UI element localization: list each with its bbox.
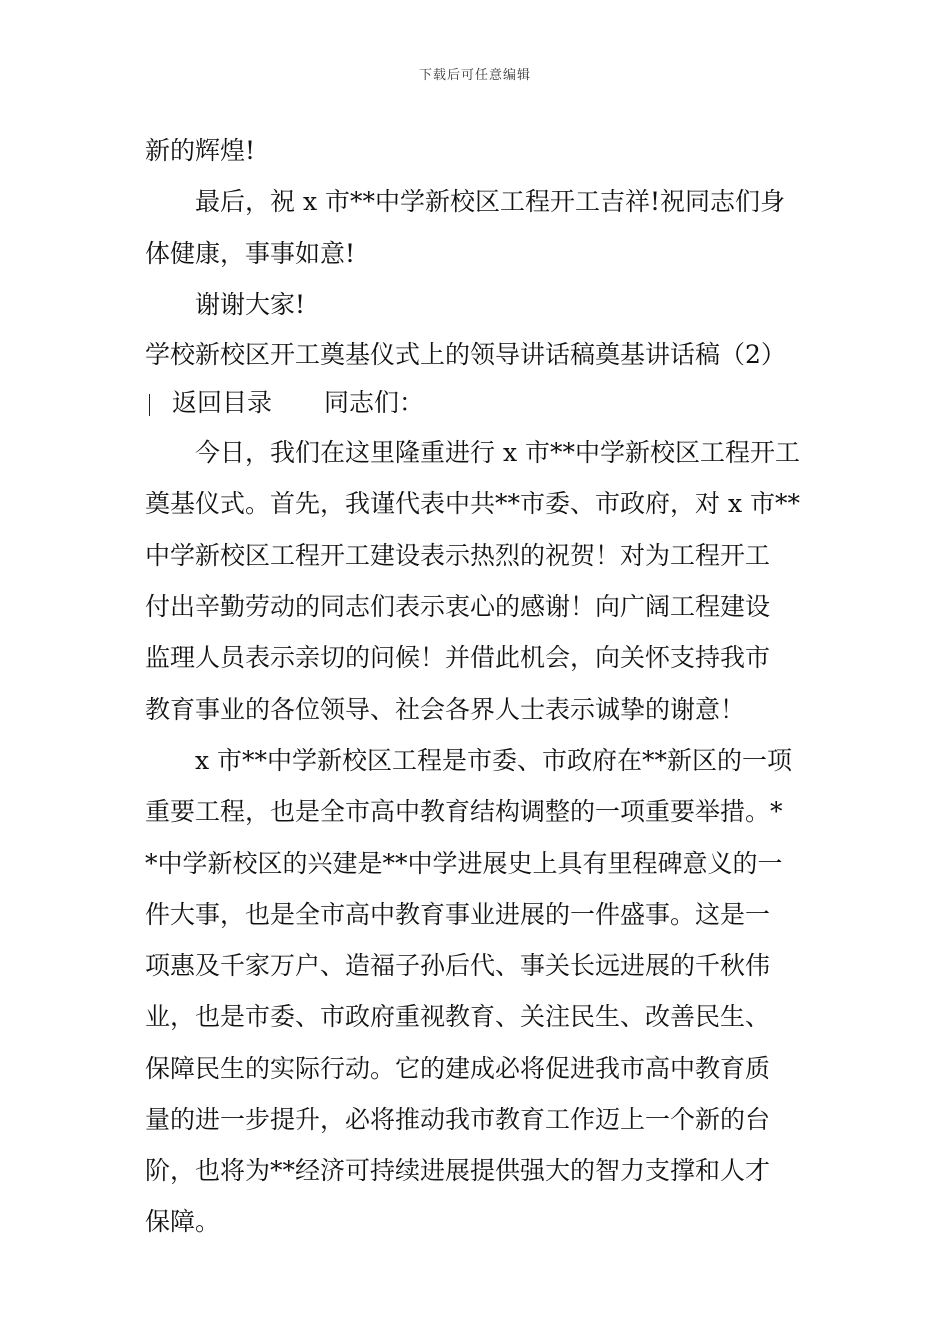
text-line: 量的进一步提升，必将推动我市教育工作迈上一个新的台 xyxy=(145,1105,771,1135)
text-line: *中学新校区的兴建是**中学进展史上具有里程碑意义的一 xyxy=(145,848,783,878)
separator xyxy=(149,394,150,416)
back-to-toc-link[interactable]: 返回目录 xyxy=(172,388,273,418)
text-line: 奠基仪式。首先，我谨代表中共**市委、市政府，对 x 市** xyxy=(145,489,800,519)
text-line: 体健康，事事如意! xyxy=(145,238,356,268)
text-line: 今日，我们在这里隆重进行 x 市**中学新校区工程开工 xyxy=(195,438,800,468)
text-line: 重要工程，也是全市高中教育结构调整的一项重要举措。* xyxy=(145,797,783,827)
text-line: 新的辉煌! xyxy=(145,136,256,165)
text-line: 谢谢大家! xyxy=(195,289,306,319)
text-line: 项惠及千家万户、造福子孙后代、事关长远进展的千秋伟 xyxy=(145,951,771,981)
text-line: 最后，祝 x 市**中学新校区工程开工吉祥!祝同志们身 xyxy=(195,187,786,217)
text-line: 阶，也将为**经济可持续进展提供强大的智力支撑和人才 xyxy=(145,1156,771,1186)
text-line: x 市**中学新校区工程是市委、市政府在**新区的一项 xyxy=(195,745,793,775)
document-body xyxy=(145,125,810,1247)
section-title: 学校新校区开工奠基仪式上的领导讲话稿奠基讲话稿（2） xyxy=(145,340,786,370)
text-line: 付出辛勤劳动的同志们表示衷心的感谢！向广阔工程建设 xyxy=(145,592,771,622)
text-line: 件大事，也是全市高中教育事业进展的一件盛事。这是一 xyxy=(145,899,771,929)
text-line: 保障民生的实际行动。它的建成必将促进我市高中教育质 xyxy=(145,1053,771,1083)
text-line: 教育事业的各位领导、社会各界人士表示诚挚的谢意！ xyxy=(145,694,746,724)
text-line: 监理人员表示亲切的问候！并借此机会，向关怀支持我市 xyxy=(145,643,771,673)
page-header: 下载后可任意编辑 xyxy=(418,68,531,83)
text-line: 保障。 xyxy=(145,1206,221,1236)
salutation: 同志们： xyxy=(324,388,425,418)
toc-row xyxy=(145,379,810,427)
text-line: 业，也是市委、市政府重视教育、关注民生、改善民生、 xyxy=(145,1002,771,1032)
text-line: 中学新校区工程开工建设表示热烈的祝贺！对为工程开工 xyxy=(145,540,771,570)
